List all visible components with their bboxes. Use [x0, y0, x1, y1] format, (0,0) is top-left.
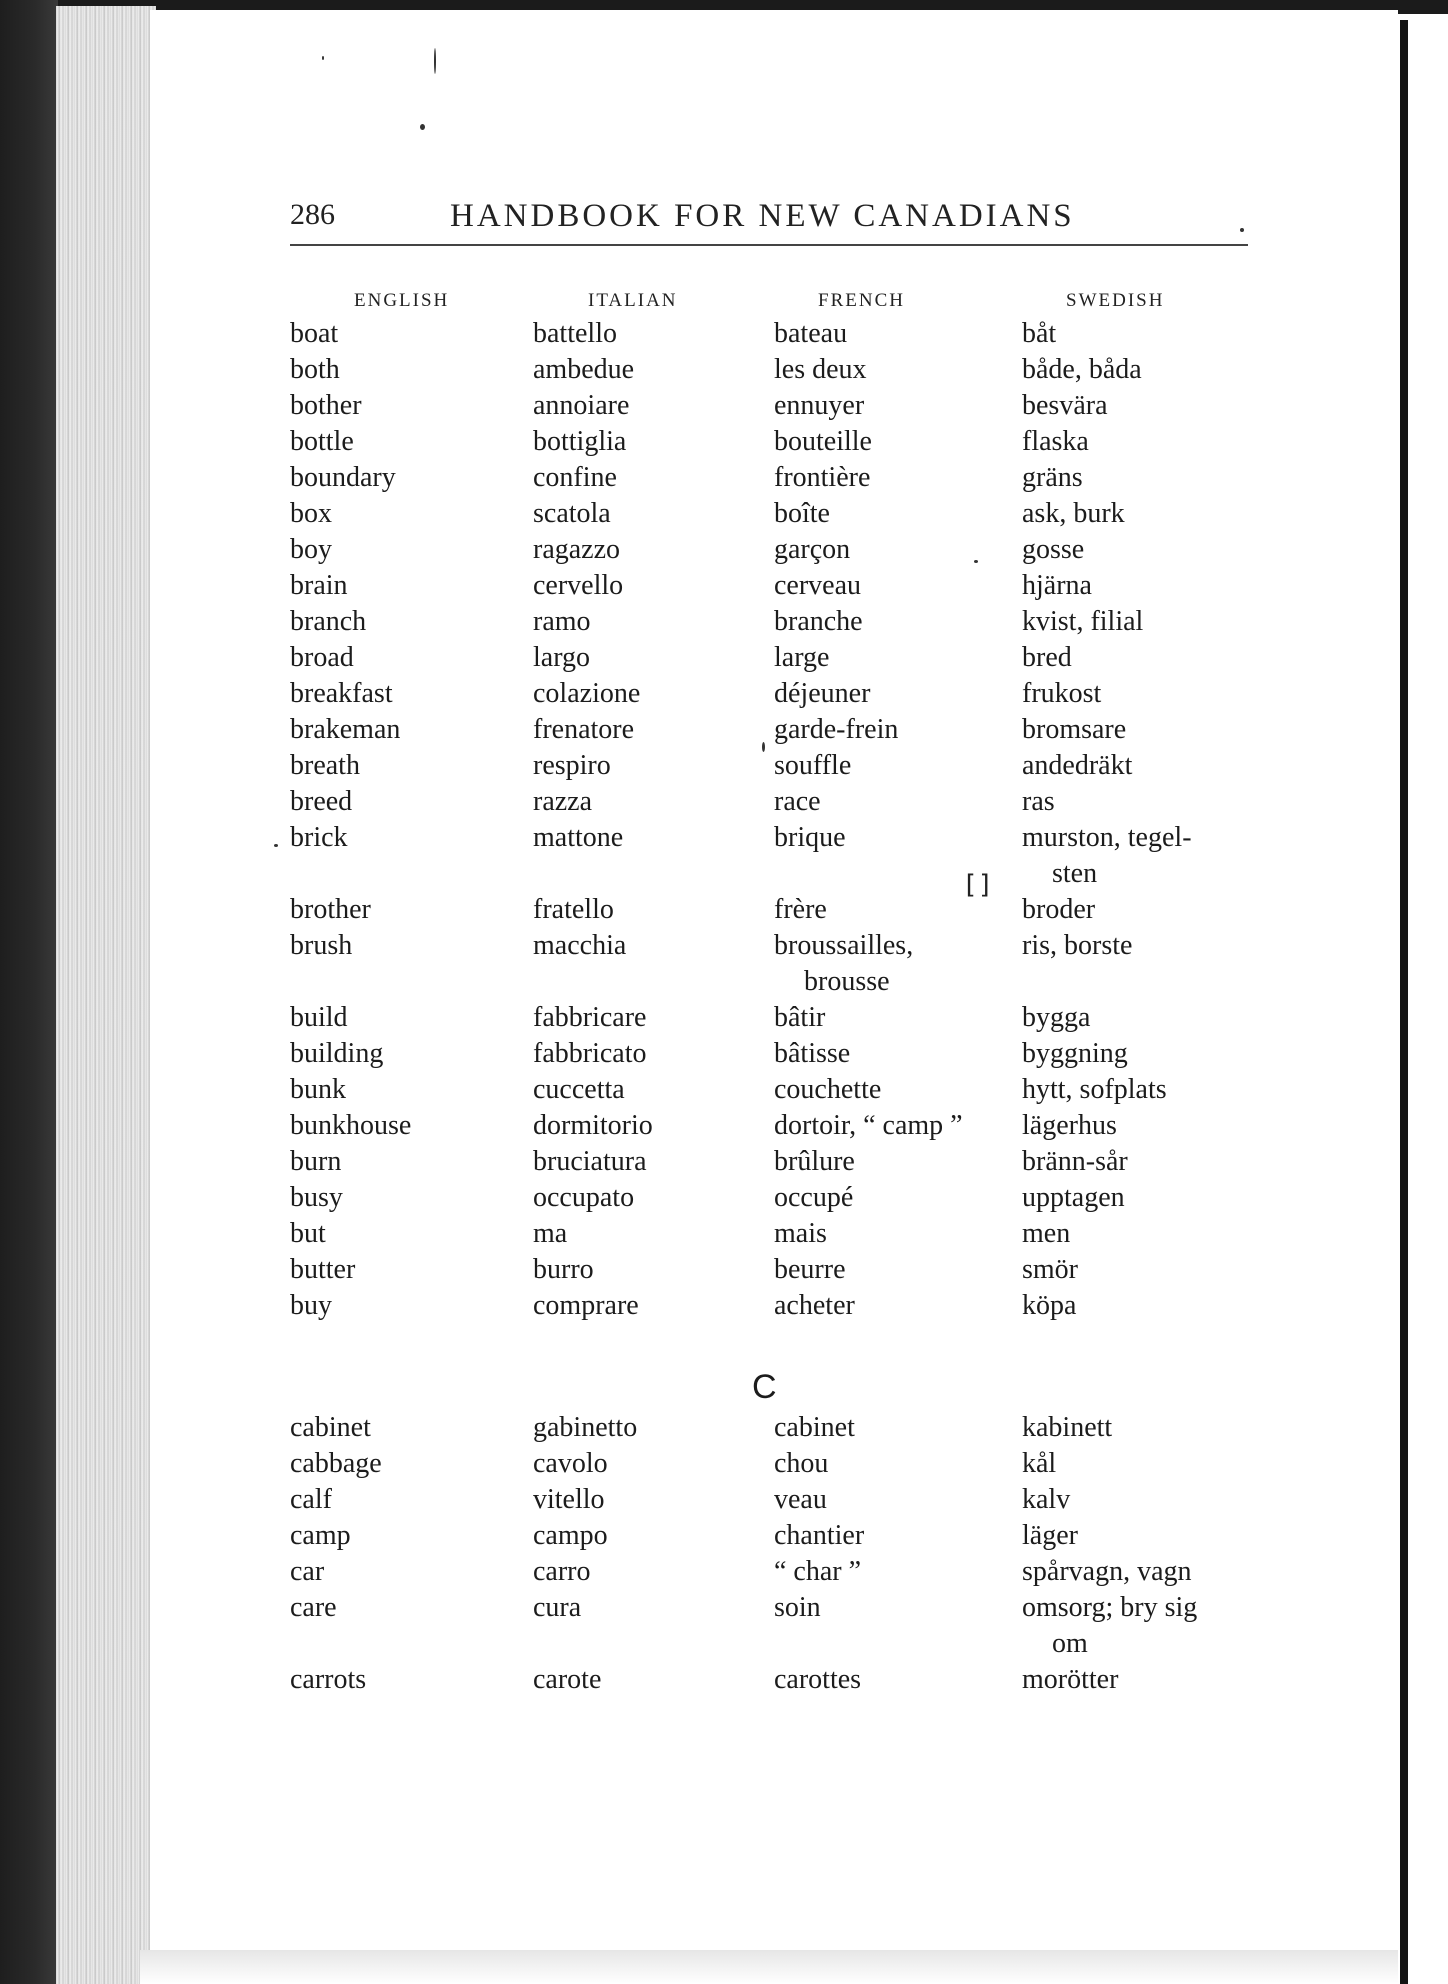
- swedish-word: murston, tegel-: [1022, 822, 1192, 853]
- italian-word: ramo: [533, 606, 591, 637]
- french-word: bâtisse: [774, 1038, 851, 1069]
- english-word: cabbage: [290, 1448, 382, 1479]
- italian-word: ma: [533, 1218, 568, 1249]
- english-word: breath: [290, 750, 360, 781]
- french-word: branche: [774, 606, 863, 637]
- english-word: breakfast: [290, 678, 393, 709]
- italian-word: dormitorio: [533, 1110, 653, 1141]
- english-word: broad: [290, 642, 354, 673]
- swedish-word: men: [1022, 1218, 1071, 1249]
- swedish-word: båt: [1022, 318, 1057, 349]
- table-row: [0, 1072, 1448, 1108]
- table-row: [0, 1252, 1448, 1288]
- table-row: [0, 676, 1448, 712]
- french-word: brique: [774, 822, 846, 853]
- section-letter: C: [752, 1368, 777, 1406]
- page-number: 286: [290, 198, 335, 231]
- italian-word: cervello: [533, 570, 624, 601]
- table-row: [0, 568, 1448, 604]
- swedish-word: spårvagn, vagn: [1022, 1556, 1192, 1587]
- french-word: race: [774, 786, 821, 817]
- swedish-word: bränn-sår: [1022, 1146, 1128, 1177]
- italian-word: cuccetta: [533, 1074, 625, 1105]
- french-word: bouteille: [774, 426, 872, 457]
- italian-word: gabinetto: [533, 1412, 638, 1443]
- italian-word: scatola: [533, 498, 611, 529]
- english-word: boat: [290, 318, 339, 349]
- french-word: chou: [774, 1448, 829, 1479]
- english-word: build: [290, 1002, 348, 1033]
- swedish-word: ask, burk: [1022, 498, 1125, 529]
- french-word: bâtir: [774, 1002, 826, 1033]
- swedish-word: bygga: [1022, 1002, 1091, 1033]
- italian-word: mattone: [533, 822, 624, 853]
- english-word: bunk: [290, 1074, 346, 1105]
- english-word: brick: [290, 822, 348, 853]
- english-word: burn: [290, 1146, 342, 1177]
- french-word: boîte: [774, 498, 830, 529]
- table-row: [0, 820, 1448, 889]
- french-word: mais: [774, 1218, 827, 1249]
- english-word: both: [290, 354, 340, 385]
- swedish-word: kabinett: [1022, 1412, 1113, 1443]
- french-word: garde-frein: [774, 714, 899, 745]
- table-row: [0, 1446, 1448, 1482]
- french-word: souffle: [774, 750, 852, 781]
- italian-word: largo: [533, 642, 591, 673]
- english-word: cabinet: [290, 1412, 371, 1443]
- french-word: carottes: [774, 1664, 862, 1695]
- table-row: [0, 748, 1448, 784]
- swedish-word: både, båda: [1022, 354, 1142, 385]
- italian-word: ragazzo: [533, 534, 621, 565]
- swedish-word-continuation: sten: [1052, 858, 1098, 889]
- table-row: [0, 496, 1448, 532]
- english-word: butter: [290, 1254, 356, 1285]
- french-word: chantier: [774, 1520, 865, 1551]
- table-row: [0, 1216, 1448, 1252]
- table-row: [0, 1554, 1448, 1590]
- swedish-word: kål: [1022, 1448, 1057, 1479]
- english-word: brush: [290, 930, 353, 961]
- table-row: [0, 424, 1448, 460]
- french-word: frontière: [774, 462, 871, 493]
- italian-word: macchia: [533, 930, 627, 961]
- swedish-word: gräns: [1022, 462, 1083, 493]
- english-word: box: [290, 498, 332, 529]
- english-word: carrots: [290, 1664, 367, 1695]
- table-row: [0, 1590, 1448, 1659]
- table-row: [0, 1180, 1448, 1216]
- italian-word: annoiare: [533, 390, 630, 421]
- column-header-swedish: SWEDISH: [1066, 290, 1165, 311]
- french-word: cabinet: [774, 1412, 855, 1443]
- italian-word: occupato: [533, 1182, 635, 1213]
- french-word: couchette: [774, 1074, 882, 1105]
- french-word: broussailles,: [774, 930, 914, 961]
- french-word: ennuyer: [774, 390, 865, 421]
- table-row: [0, 1288, 1448, 1324]
- french-word: déjeuner: [774, 678, 871, 709]
- italian-word: respiro: [533, 750, 611, 781]
- table-row: [0, 640, 1448, 676]
- swedish-word: bromsare: [1022, 714, 1127, 745]
- table-row: [0, 604, 1448, 640]
- english-word: brother: [290, 894, 371, 925]
- swedish-word: upptagen: [1022, 1182, 1125, 1213]
- swedish-word: ris, borste: [1022, 930, 1133, 961]
- swedish-word: broder: [1022, 894, 1096, 925]
- french-word: large: [774, 642, 830, 673]
- french-word: occupé: [774, 1182, 854, 1213]
- table-row: [0, 784, 1448, 820]
- english-word: brain: [290, 570, 348, 601]
- table-row: [0, 1108, 1448, 1144]
- table-row: [0, 1036, 1448, 1072]
- swedish-word: köpa: [1022, 1290, 1077, 1321]
- italian-word: battello: [533, 318, 617, 349]
- english-word: breed: [290, 786, 353, 817]
- french-word: brûlure: [774, 1146, 855, 1177]
- italian-word: cura: [533, 1592, 582, 1623]
- french-word: “ char ”: [774, 1556, 862, 1587]
- table-row: [0, 316, 1448, 352]
- english-word: camp: [290, 1520, 351, 1551]
- table-row: [0, 1518, 1448, 1554]
- italian-word: carro: [533, 1556, 591, 1587]
- swedish-word-continuation: om: [1052, 1628, 1088, 1659]
- french-word-continuation: brousse: [804, 966, 890, 997]
- table-row: [0, 352, 1448, 388]
- table-row: [0, 1000, 1448, 1036]
- swedish-word: morötter: [1022, 1664, 1119, 1695]
- french-word: frère: [774, 894, 827, 925]
- italian-word: colazione: [533, 678, 641, 709]
- english-word: car: [290, 1556, 325, 1587]
- english-word: branch: [290, 606, 367, 637]
- italian-word: burro: [533, 1254, 594, 1285]
- italian-word: bottiglia: [533, 426, 627, 457]
- swedish-word: lägerhus: [1022, 1110, 1117, 1141]
- swedish-word: smör: [1022, 1254, 1078, 1285]
- swedish-word: omsorg; bry sig: [1022, 1592, 1198, 1623]
- italian-word: comprare: [533, 1290, 639, 1321]
- swedish-word: läger: [1022, 1520, 1078, 1551]
- table-row: [0, 388, 1448, 424]
- french-word: acheter: [774, 1290, 855, 1321]
- english-word: brakeman: [290, 714, 401, 745]
- table-row: [0, 460, 1448, 496]
- swedish-word: bred: [1022, 642, 1072, 673]
- table-row: [0, 892, 1448, 928]
- italian-word: fratello: [533, 894, 614, 925]
- table-row: [0, 1410, 1448, 1446]
- swedish-word: frukost: [1022, 678, 1102, 709]
- swedish-word: flaska: [1022, 426, 1089, 457]
- french-word: beurre: [774, 1254, 846, 1285]
- italian-word: fabbricato: [533, 1038, 647, 1069]
- english-word: but: [290, 1218, 326, 1249]
- swedish-word: kalv: [1022, 1484, 1071, 1515]
- french-word: garçon: [774, 534, 851, 565]
- column-header-italian: ITALIAN: [588, 290, 678, 311]
- italian-word: ambedue: [533, 354, 635, 385]
- french-word: cerveau: [774, 570, 862, 601]
- french-word: bateau: [774, 318, 848, 349]
- english-word: boy: [290, 534, 332, 565]
- english-word: busy: [290, 1182, 343, 1213]
- italian-word: razza: [533, 786, 593, 817]
- french-word: soin: [774, 1592, 821, 1623]
- italian-word: campo: [533, 1520, 608, 1551]
- italian-word: fabbricare: [533, 1002, 647, 1033]
- table-row: [0, 1144, 1448, 1180]
- swedish-word: kvist, filial: [1022, 606, 1144, 637]
- swedish-word: andedräkt: [1022, 750, 1133, 781]
- swedish-word: gosse: [1022, 534, 1085, 565]
- column-header-english: ENGLISH: [354, 290, 450, 311]
- english-word: boundary: [290, 462, 396, 493]
- italian-word: cavolo: [533, 1448, 608, 1479]
- english-word: buy: [290, 1290, 332, 1321]
- swedish-word: byggning: [1022, 1038, 1128, 1069]
- table-row: [0, 1482, 1448, 1518]
- italian-word: frenatore: [533, 714, 635, 745]
- swedish-word: hytt, sofplats: [1022, 1074, 1167, 1105]
- column-header-french: FRENCH: [818, 290, 905, 311]
- italian-word: vitello: [533, 1484, 605, 1515]
- swedish-word: hjärna: [1022, 570, 1092, 601]
- table-row: [0, 712, 1448, 748]
- italian-word: confine: [533, 462, 617, 493]
- english-word: bottle: [290, 426, 354, 457]
- swedish-word: besvära: [1022, 390, 1108, 421]
- english-word: calf: [290, 1484, 332, 1515]
- english-word: building: [290, 1038, 384, 1069]
- english-word: bunkhouse: [290, 1110, 412, 1141]
- table-row: [0, 1662, 1448, 1698]
- italian-word: carote: [533, 1664, 602, 1695]
- italian-word: bruciatura: [533, 1146, 647, 1177]
- running-title: HANDBOOK FOR NEW CANADIANS: [450, 198, 1075, 234]
- english-word: care: [290, 1592, 337, 1623]
- french-word: veau: [774, 1484, 827, 1515]
- table-row: [0, 532, 1448, 568]
- french-word: les deux: [774, 354, 867, 385]
- bracket-mark: []: [962, 870, 994, 900]
- english-word: bother: [290, 390, 362, 421]
- table-row: [0, 928, 1448, 997]
- french-word: dortoir, “ camp ”: [774, 1110, 963, 1141]
- swedish-word: ras: [1022, 786, 1055, 817]
